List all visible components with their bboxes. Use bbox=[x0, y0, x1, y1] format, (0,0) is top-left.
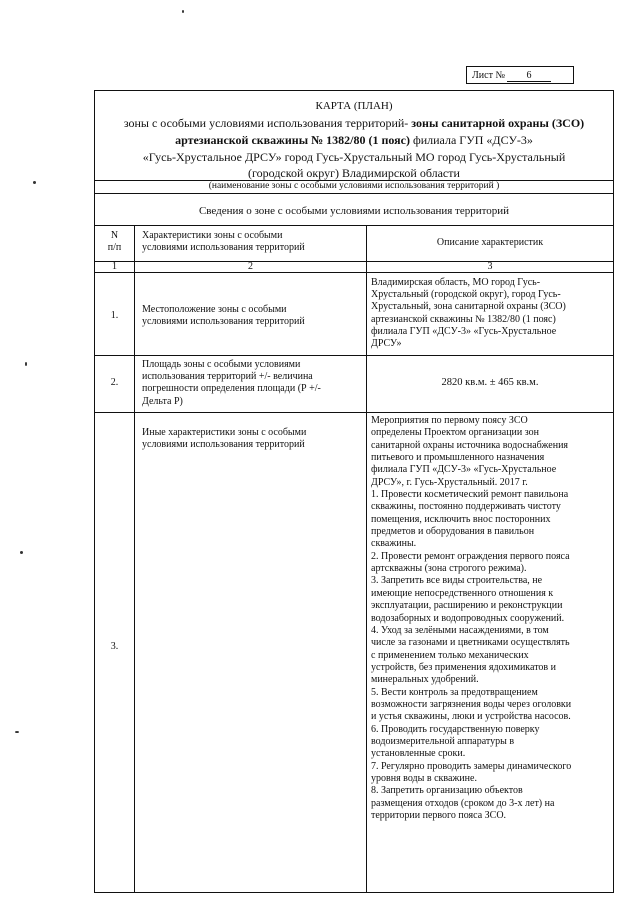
row-characteristic bbox=[142, 304, 364, 328]
text-line: минеральных удобрений. bbox=[371, 674, 479, 686]
table-top-border bbox=[95, 225, 613, 226]
text-line: с применением только механических bbox=[371, 649, 529, 661]
text-line: предметов и оборудования в павильон bbox=[371, 526, 535, 538]
col-header-characteristic-line: условиями использования территорий bbox=[142, 242, 305, 254]
row-description bbox=[371, 415, 613, 822]
row-border bbox=[95, 412, 613, 413]
zone-name-note: (наименование зоны с особыми условиями использования территорий ) bbox=[208, 181, 500, 191]
text-line: водоизмерительной аппаратуры в bbox=[371, 735, 515, 747]
text-line: ДРСУ» bbox=[371, 338, 402, 350]
text-line: Площадь зоны с особыми условиями bbox=[142, 359, 301, 370]
zone-title-line-4: (городской округ) Владимирской области bbox=[248, 166, 460, 180]
col-number: 1 bbox=[112, 261, 117, 272]
text-line: установленные сроки. bbox=[371, 748, 466, 760]
text-line: водозаборных и водопроводных сооружений. bbox=[371, 612, 565, 624]
text-line: 6. Проводить государственную поверку bbox=[371, 723, 540, 735]
text-line: уровня воды в скважине. bbox=[371, 772, 477, 784]
zone-title-bold-2: артезианской скважины № 1382/80 (1 пояс) bbox=[175, 133, 410, 147]
column-border bbox=[366, 225, 367, 893]
text-line: санитарной охраны источника водоснабжения bbox=[371, 439, 569, 451]
scan-speck bbox=[20, 551, 23, 554]
zone-title-line-3: «Гусь-Хрустальное ДРСУ» город Гусь-Хрустальный МО город Гусь-Хрустальный bbox=[142, 150, 566, 164]
text-line: 4. Уход за зелёными насаждениями, в том bbox=[371, 624, 549, 636]
text-line: размещения отходов (сроком до 3-х лет) на bbox=[371, 797, 555, 809]
sheet-number: 6 bbox=[507, 70, 551, 82]
section-title: Сведения о зоне с особыми условиями использования территорий bbox=[198, 205, 510, 217]
text-line: помещения, исключить внос посторонних bbox=[371, 513, 551, 525]
row-description bbox=[371, 277, 613, 350]
text-line: скважины. bbox=[371, 538, 417, 550]
text-line: скважины, постоянно поддерживать чистоту bbox=[371, 501, 561, 513]
row-num: 3. bbox=[110, 641, 119, 652]
text-line: Местоположение зоны с особыми bbox=[142, 304, 287, 315]
zone-title-line-2 bbox=[95, 133, 613, 148]
row-characteristic bbox=[142, 359, 364, 408]
text-line: Хрустальный (городской округ), город Гусь- bbox=[371, 289, 561, 301]
text-line: Мероприятия по первому поясу ЗСО bbox=[371, 415, 528, 426]
divider bbox=[95, 193, 613, 194]
col-header-characteristic-line: Характеристики зоны с особыми bbox=[142, 230, 283, 241]
row-characteristic bbox=[142, 427, 364, 451]
text-line: 1. Провести косметический ремонт павильона bbox=[371, 489, 569, 501]
zone-title-line-1 bbox=[95, 116, 613, 131]
col-header-num bbox=[95, 230, 134, 254]
text-line: условиями использования территорий bbox=[142, 439, 305, 451]
col-header-num-line: п/п bbox=[107, 242, 122, 254]
text-line: эксплуатации, расширению и реконструкции bbox=[371, 600, 563, 612]
text-line: артскважны (зона строгого режима). bbox=[371, 563, 527, 575]
sheet-label: Лист № bbox=[472, 70, 505, 81]
zone-title-plain: зоны с особыми условиями использования территорий- bbox=[123, 116, 412, 130]
row-num: 2. bbox=[110, 377, 119, 388]
text-line: устройств, без применения ядохимикатов и bbox=[371, 661, 557, 673]
row-border bbox=[95, 355, 613, 356]
text-line: имеющие непосредственного отношения к bbox=[371, 587, 554, 599]
text-line: использования территорий +/- величина bbox=[142, 371, 313, 383]
scan-speck bbox=[33, 181, 36, 184]
text-line: Хрустальный, зона санитарной охраны (ЗСО) bbox=[371, 301, 566, 313]
area-value: 2820 кв.м. ± 465 кв.м. bbox=[441, 377, 539, 388]
document-frame bbox=[94, 90, 614, 893]
table-colnum-border bbox=[95, 272, 613, 273]
col-number: 2 bbox=[248, 261, 253, 272]
scan-speck bbox=[25, 362, 27, 366]
text-line: 3. Запретить все виды строительства, не bbox=[371, 575, 543, 587]
text-line: 7. Регулярно проводить замеры динамического bbox=[371, 760, 572, 772]
text-line: Владимирская область, МО город Гусь- bbox=[371, 277, 541, 288]
zone-title-bold: зоны санитарной охраны (ЗСО) bbox=[411, 116, 585, 130]
text-line: определены Проектом организации зон bbox=[371, 427, 539, 439]
text-line: 2. Провести ремонт ограждения первого пояса bbox=[371, 550, 570, 562]
scan-speck bbox=[182, 10, 184, 13]
document-title: КАРТА (ПЛАН) bbox=[315, 100, 393, 112]
scan-speck bbox=[15, 731, 19, 733]
col-header-characteristic bbox=[142, 230, 362, 254]
text-line: возможности загрязнения воды через оголовки bbox=[371, 698, 572, 710]
text-line: 5. Вести контроль за предотвращением bbox=[371, 686, 538, 698]
text-line: Дельта Р) bbox=[142, 395, 183, 407]
row-num: 1. bbox=[110, 310, 119, 321]
col-number: 3 bbox=[487, 261, 493, 272]
text-line: артезианской скважины № 1382/80 (1 пояс) bbox=[371, 313, 556, 325]
text-line: числе за газонами и цветниками осуществлять bbox=[371, 637, 570, 649]
text-line: ДРСУ», г. Гусь-Хрустальный. 2017 г. bbox=[371, 476, 528, 488]
text-line: питьевого и промышленного назначения bbox=[371, 452, 545, 464]
text-line: Иные характеристики зоны с особыми bbox=[142, 427, 307, 438]
text-line: филиала ГУП «ДСУ-3» «Гусь-Хрустальное bbox=[371, 325, 557, 337]
text-line: условиями использования территорий bbox=[142, 316, 305, 328]
zone-title-plain-2: филиала ГУП «ДСУ-3» bbox=[409, 133, 533, 147]
text-line: территории первого пояса ЗСО. bbox=[371, 810, 507, 821]
text-line: 8. Запретить организацию объектов bbox=[371, 785, 523, 797]
text-line: погрешности определения площади (Р +/- bbox=[142, 383, 321, 395]
text-line: филиала ГУП «ДСУ-3» «Гусь-Хрустальное bbox=[371, 464, 557, 476]
col-header-num-line: N bbox=[110, 230, 119, 241]
sheet-number-box bbox=[466, 66, 574, 84]
text-line: и устья скважины, люки и устройства насосов. bbox=[371, 711, 571, 723]
column-border bbox=[134, 225, 135, 893]
col-header-description: Описание характеристик bbox=[436, 237, 544, 248]
